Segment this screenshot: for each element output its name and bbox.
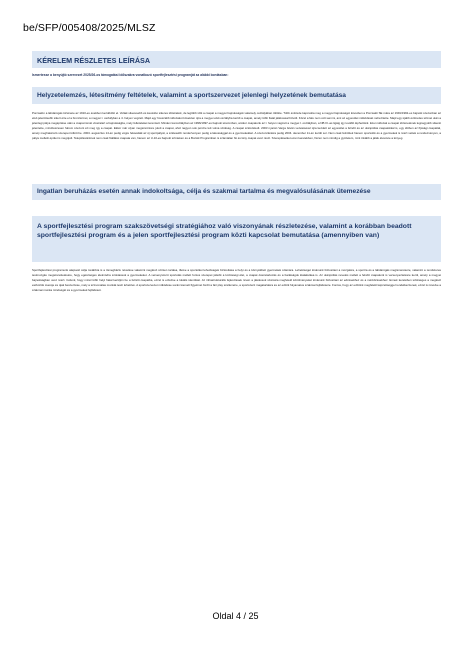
paragraph-situation-analysis: Porcsalón a labdarúgás története az 1910-es években kezdődött el. Voltak sikeresebb és kevésbé sikeres időszakok, de legtöbb időt a csapat a megyei bajnokságok valamely osztályában töltötte. Több évtizede kapcsolta meg a megyei bajnokságot követően a Porcsalói SE mára az 1991/1992-es bajnoki szezonban az első jelentősebb sikert érte el a bronzérmet, a megyei I. osztályban a 4. helyen végzett. Majd egy hosszabb időszakot követően újra a megyei első osztályba került a csapat, amely több fiatal játékossal bővült. Közel a falu nem volt semmi, ami az egyesület működését nehezítette. Majd egy újabb évtizedes szünet után a jelenlegi pálya megépítése után a csapat ismét visszatért a bajnokságba, mely feltételeket teremtett. Minden korosztályban az 1996/1997-es bajnoki szezonban, amikor csapatunk az I. helyen végzett a megyei I. osztályban, a NB III.-as ligáig így tovább léphettünk. Ezen időszak a csapat történetének legnagyobb sikerét jelentette, mindösszesen három szezont ért meg így a csapat. Ekkor már olyan megszerzésre jutott a csapat, ahol nagyon sok pénzre lett volna szükség. A csapat szétszéledt. 2003 nyarán Varga István vezetésével újra kezdett az egyesület a felnőtt és az utánpótlás csapatokkal is, egy időben az ifjúsági csapattal, amely meghatározó szerepet töltött be. 2004. augusztus 14-én pedig végre felavatták az új sportpályát, a szélesebb rendezvényen pedig a lakossággal és a gyermekekkel. A szezonzárásra pedig 2004. december 11-én került sor. Nem csak felnőttek hanem sportolók és a gyermekek is részt vettek a rendezvényen, a pálya melletti épület is megújult. Településünknek nem csak főállású csapata van, hanem az U-10-es bajnoki szinteken és a Bozsik Programban is számtalan fiú és lány csapat vesz részt. Szerepléseiket ezen keretekben, fiszen nem mindig a győzelem, mint inkább a játék élvezete a lényeg. bbox=[32, 111, 441, 140]
page-number: Oldal 4 / 25 bbox=[212, 611, 259, 621]
heading-property-investment: Ingatlan beruházás esetén annak indokoltsága, célja és szakmai tartalma és megvalósulásának ütemezése bbox=[32, 184, 441, 200]
document-id: be/SFP/005408/2025/MLSZ bbox=[23, 22, 156, 34]
paragraph-strategy-relation: Sportfejlesztési programunk alapvető célja továbbra is a tömegbázis növelése valamint meglévő szinten tartása, illetve a sportolási lehetőségek biztosítása a helyi és a környékbeli gyermekek számára. Lehetőséget kívánunk biztosítani a mozgásra, a sportra és a labdarúgás megismerésére, valamint a rendszeres testmozgás megszerettetésére, hogy egészséges életmódra szoktassuk a gyermekeket. A versenyszerű sportolás mellett fontos szerepet játszik a közösségi élet, a csapat összetartozás és a barátságok kialakulása is. Az utánpótlás nevelés mellett a felnőtt csapatunk is versenyeztetésre kerül, amely a megyei bajnokságban vesz részt. Célunk, hogy minél több helyi fiatal kerüljön be a felnőtt csapatba, ezzel is erősítve a lokális identitást. Az infrastrukturális fejlesztések révén a játékosok számára megfelelő körülményeket kívánunk biztosítani az edzésekhez és a mérkőzésekhez. Ennek keretében szükséges a meglévő eszközök cseréje és újak beszerzése, mely a színvonalas munkát teszi lehetővé. A sportszervezet működése során kiemelt figyelmet fordít a fair play szellemére, a sportszerű magatartásra és az edzők folyamatos szakmai fejlődésére. Fontos, hogy az edzőink megfelelő képzettséggel rendelkezzenek, ezzel is növelve a szakmai munka minőségét és a gyermekek fejlődését. bbox=[32, 268, 441, 292]
intro-instruction: Ismertesse a benyújtó szervezet 2025/26-os támogatási időszakra vonatkozó sportfejlesztési programját az alábbi bontásban: bbox=[32, 73, 229, 77]
section-title: KÉRELEM RÉSZLETES LEÍRÁSA bbox=[32, 51, 441, 68]
heading-strategy-relation: A sportfejlesztési program szakszövetségi stratégiához való viszonyának részletezése, valamint a korábban beadott sportfejlesztési program és a jelen sportfejlesztési program közti kapcsolat bemutatása (amennyiben van) bbox=[32, 216, 441, 262]
heading-situation-analysis: Helyzetelemzés, létesítmény feltételek, valamint a sportszervezet jelenlegi helyzetének bemutatása bbox=[32, 87, 441, 104]
